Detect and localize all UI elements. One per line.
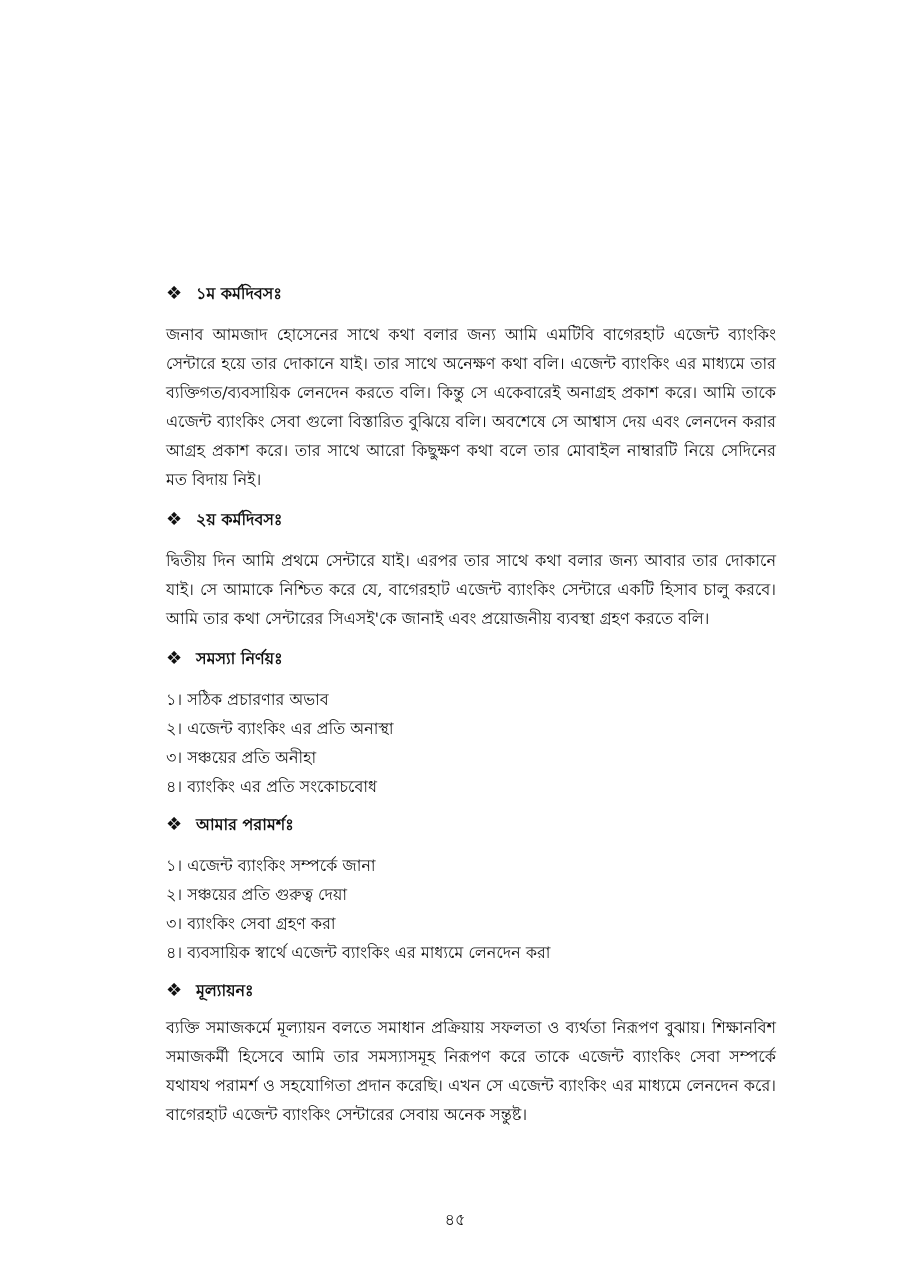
section-heading-advice <box>166 813 776 837</box>
diamond-bullet-icon: ❖ <box>166 283 183 304</box>
section-heading-text: সমস্যা নির্ণয়ঃ <box>196 649 283 668</box>
section-heading-text: আমার পরামর্শঃ <box>196 815 294 834</box>
page-number: ৪৫ <box>444 1210 466 1229</box>
section-heading-problems <box>166 647 776 671</box>
problems-list <box>166 685 776 801</box>
list-item: ১। সঠিক প্রচারণার অভাব <box>166 690 329 709</box>
list-item: ৩। ব্যাংকিং সেবা গ্রহণ করা <box>166 914 336 933</box>
section-heading-day1 <box>166 282 776 306</box>
list-item: ৪। ব্যাংকিং এর প্রতি সংকোচবোধ <box>166 777 377 796</box>
list-item: ৪। ব্যবসায়িক স্বার্থে এজেন্ট ব্যাংকিং এর মাধ্যমে লেনদেন করা <box>166 943 551 962</box>
diamond-bullet-icon: ❖ <box>166 814 183 835</box>
list-item: ২। এজেন্ট ব্যাংকিং এর প্রতি অনাস্থা <box>166 719 394 738</box>
section-heading-text: ২য় কর্মদিবসঃ <box>196 510 283 529</box>
section-heading-day2 <box>166 508 776 532</box>
diamond-bullet-icon: ❖ <box>166 509 183 530</box>
document-body <box>166 282 776 1129</box>
advice-list <box>166 851 776 967</box>
paragraph-evaluation: ব্যক্তি সমাজকর্মে মূল্যায়ন বলতে সমাধান প্রক্রিয়ায় সফলতা ও ব্যর্থতা নিরূপণ বুঝায়। শিক্ষানবিশ সমাজকর্মী হিসেবে আমি তার সমস্যাসমূহ নিরূপণ করে তাকে এজেন্ট ব্যাংকিং সেবা সম্পর্কে যথাযথ পরামর্শ ও সহযোগিতা প্রদান করেছি। এখন সে এজেন্ট ব্যাংকিং এর মাধ্যমে লেনদেন করে। বাগেরহাট এজেন্ট ব্যাংকিং সেন্টারের সেবায় অনেক সন্তুষ্ট। <box>166 1018 776 1124</box>
list-item: ২। সঞ্চয়ের প্রতি গুরুত্ব দেয়া <box>166 885 348 904</box>
list-item: ১। এজেন্ট ব্যাংকিং সম্পর্কে জানা <box>166 856 376 875</box>
list-item: ৩। সঞ্চয়ের প্রতি অনীহা <box>166 748 317 767</box>
section-heading-evaluation <box>166 979 776 1003</box>
section-heading-text: মূল্যায়নঃ <box>196 981 254 1000</box>
section-heading-text: ১ম কর্মদিবসঃ <box>196 284 282 303</box>
diamond-bullet-icon: ❖ <box>166 980 183 1001</box>
paragraph-day2: দ্বিতীয় দিন আমি প্রথমে সেন্টারে যাই। এরপর তার সাথে কথা বলার জন্য আবার তার দোকানে যাই। সে আমাকে নিশ্চিত করে যে, বাগেরহাট এজেন্ট ব্যাংকিং সেন্টারে একটি হিসাব চালু করবে। আমি তার কথা সেন্টারের সিএসই'কে জানাই এবং প্রয়োজনীয় ব্যবস্থা গ্রহণ করতে বলি। <box>166 551 776 628</box>
paragraph-day1: জনাব আমজাদ হোসেনের সাথে কথা বলার জন্য আমি এমটিবি বাগেরহাট এজেন্ট ব্যাংকিং সেন্টারে হয়ে তার দোকানে যাই। তার সাথে অনেক্ষণ কথা বলি। এজেন্ট ব্যাংকিং এর মাধ্যমে তার ব্যক্তিগত/ব্যবসায়িক লেনদেন করতে বলি। কিন্তু সে একেবারেই অনাগ্রহ প্রকাশ করে। আমি তাকে এজেন্ট ব্যাংকিং সেবা গুলো বিস্তারিত বুঝিয়ে বলি। অবশেষে সে আশ্বাস দেয় এবং লেনদেন করার আগ্রহ প্রকাশ করে। তার সাথে আরো কিছুক্ষণ কথা বলে তার মোবাইল নাম্বারটি নিয়ে সেদিনের মত বিদায় নিই। <box>166 325 776 489</box>
diamond-bullet-icon: ❖ <box>166 648 183 669</box>
